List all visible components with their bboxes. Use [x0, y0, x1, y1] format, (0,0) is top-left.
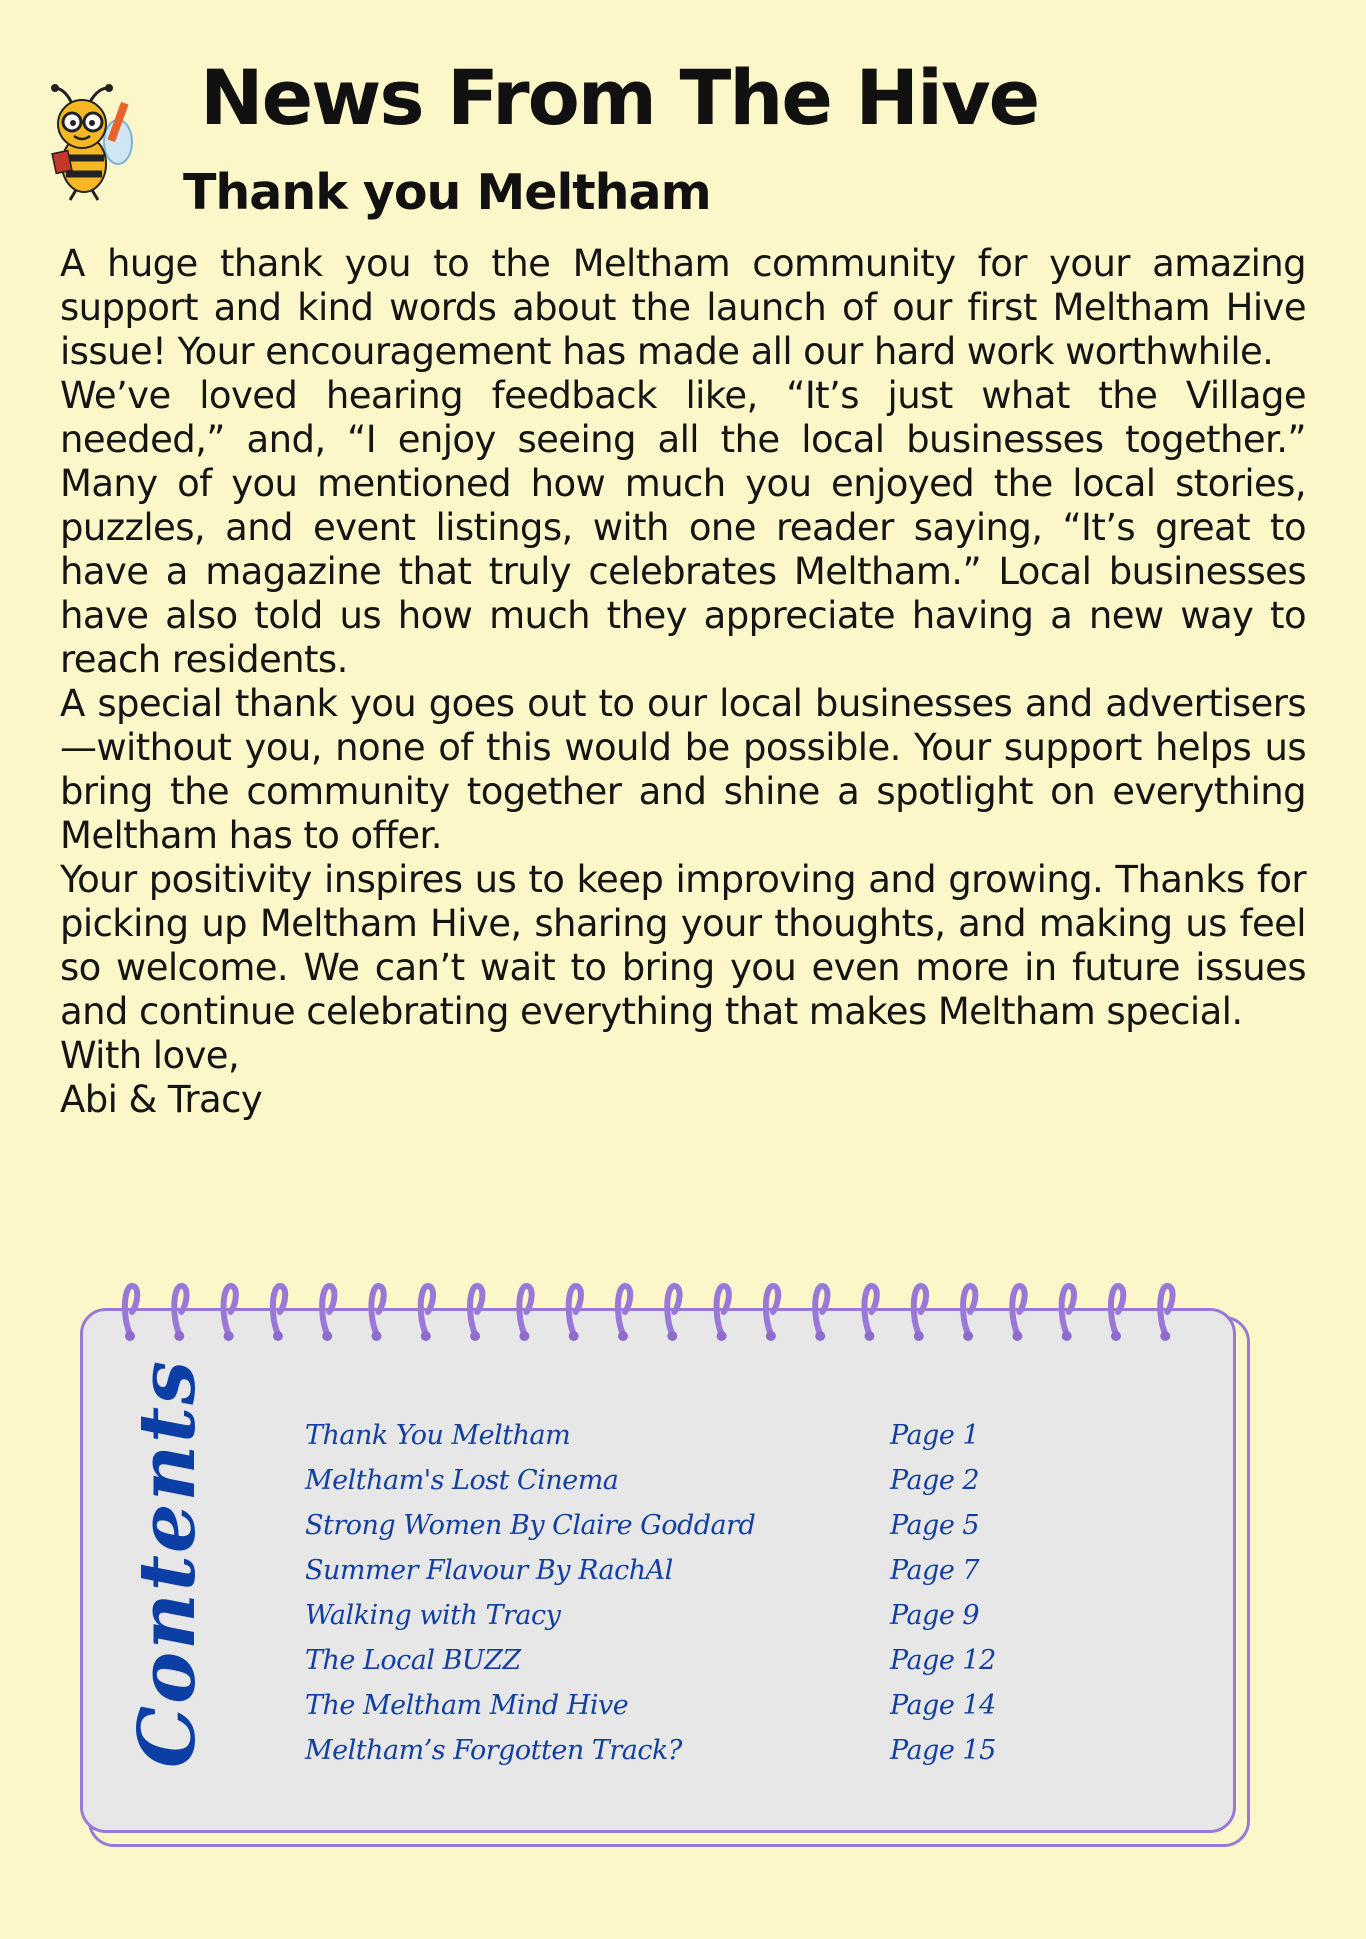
spiral-ring-icon [421, 1286, 433, 1341]
contents-entry-page: Page 12 [890, 1645, 996, 1676]
spiral-ring-icon [371, 1286, 383, 1341]
contents-entry [305, 1413, 1065, 1458]
contents-entry-title: Strong Women By Claire Goddard [305, 1510, 756, 1541]
contents-entry [305, 1548, 1065, 1593]
spiral-ring-icon [618, 1286, 630, 1341]
contents-entry-page: Page 5 [890, 1510, 980, 1541]
contents-entry-page: Page 9 [890, 1600, 980, 1631]
spiral-ring-icon [569, 1286, 581, 1341]
contents-entry-title: Walking with Tracy [305, 1600, 561, 1631]
contents-entry-title: Summer Flavour By RachAl [305, 1555, 673, 1586]
bee-mascot-icon [42, 82, 142, 202]
spiral-ring-icon [1012, 1286, 1024, 1341]
contents-heading: Contents [122, 1358, 213, 1768]
contents-entry [305, 1458, 1065, 1503]
contents-entry-title: Thank You Meltham [305, 1420, 571, 1451]
article-heading: Thank you Meltham [183, 164, 711, 221]
article-signature: Abi & Tracy [60, 1078, 263, 1121]
spiral-ring-icon [1062, 1286, 1074, 1341]
spiral-ring-icon [174, 1286, 186, 1341]
article-paragraph: A huge thank you to the Meltham community for your amazing support and kind words about the launch of our first Meltham Hive issue! Your encouragement has made all our hard work worthwhile. [60, 242, 1306, 373]
contents-entry-page: Page 15 [890, 1735, 996, 1766]
spiral-ring-icon [125, 1286, 137, 1341]
contents-entry-page: Page 14 [890, 1690, 996, 1721]
contents-entry-page: Page 2 [890, 1465, 980, 1496]
contents-entry-title: The Meltham Mind Hive [305, 1690, 629, 1721]
spiral-ring-icon [864, 1286, 876, 1341]
spiral-ring-icon [273, 1286, 285, 1341]
spiral-ring-icon [224, 1286, 236, 1341]
contents-entry [305, 1728, 1065, 1773]
spiral-binding-icon [80, 1276, 1236, 1346]
spiral-ring-icon [766, 1286, 778, 1341]
contents-entry [305, 1638, 1065, 1683]
contents-entry-page: Page 1 [890, 1420, 980, 1451]
article-paragraph: A special thank you goes out to our local businesses and advertisers—without you, none of this would be possible. Your support helps us bring the community together and shine a spotlight on everything Meltham has to offer. [60, 682, 1306, 857]
spiral-ring-icon [717, 1286, 729, 1341]
contents-entry-title: Meltham's Lost Cinema [305, 1465, 619, 1496]
article-paragraph: Your positivity inspires us to keep improving and growing. Thanks for picking up Meltham Hive, sharing your thoughts, and making us feel so welcome. We can’t wait to bring you even more in future issues and continue celebrating everything that makes Meltham special. [60, 858, 1306, 1033]
spiral-ring-icon [519, 1286, 531, 1341]
contents-entry [305, 1593, 1065, 1638]
contents-entry [305, 1503, 1065, 1548]
spiral-ring-icon [1111, 1286, 1123, 1341]
article-signoff: With love, [60, 1034, 240, 1077]
spiral-ring-icon [470, 1286, 482, 1341]
spiral-ring-icon [1160, 1286, 1172, 1341]
page-title: News From The Hive [200, 53, 1039, 142]
spiral-ring-icon [914, 1286, 926, 1341]
contents-entry-page: Page 7 [890, 1555, 980, 1586]
article-paragraph: We’ve loved hearing feedback like, “It’s just what the Village needed,” and, “I enjoy seeing all the local businesses together.” Many of you mentioned how much you enjoyed the local stories, puzzles, and event listings, with one reader saying, “It’s great to have a magazine that truly celebrates Meltham.” Local businesses have also told us how much they appreciate having a new way to reach residents. [60, 374, 1306, 681]
contents-list [305, 1413, 1065, 1773]
article-body [60, 242, 1306, 1122]
contents-entry-title: Meltham’s Forgotten Track? [305, 1735, 682, 1766]
contents-entry [305, 1683, 1065, 1728]
spiral-ring-icon [963, 1286, 975, 1341]
spiral-ring-icon [815, 1286, 827, 1341]
contents-entry-title: The Local BUZZ [305, 1645, 521, 1676]
spiral-ring-icon [322, 1286, 334, 1341]
spiral-ring-icon [667, 1286, 679, 1341]
